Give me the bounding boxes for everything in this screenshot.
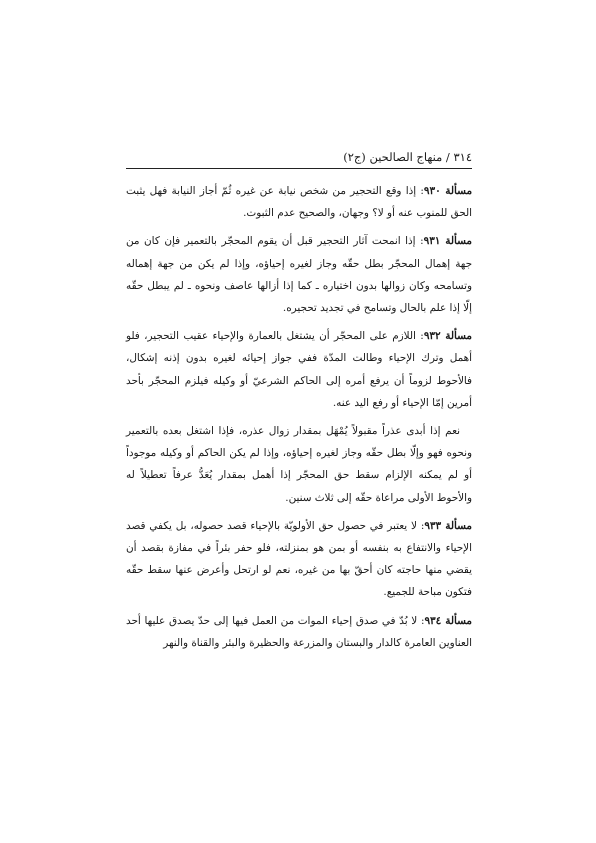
- paragraph-text: : إذا انمحت آثار التحجير قبل أن يقوم المحجّر بالتعمير فإن كان من جهة إهمال المحجّر بطل حقّه وجاز لغيره إحياؤه، وإذا لم يكن من جهة إهماله وتسامحه وكان زوالها بدون اختياره ـ كما إذا أزالها عاصف ونحوه ـ لم يبطل حقّه إلّا إذا علم بالحال وتسامح في تجديد تحجيره.: [126, 235, 472, 315]
- body-text: [126, 180, 472, 660]
- running-header: [126, 146, 472, 169]
- paragraph-932-continued: [126, 420, 472, 509]
- paragraph-932: [126, 325, 472, 414]
- masala-label: مسألة ٩٣٢: [423, 330, 472, 343]
- paragraph-text: نعم إذا أبدى عذراً مقبولاً يُمْهَل بمقدار زوال عذره، فإذا اشتغل بعده بالتعمير ونحوه فهو وإلّا بطل حقّه وجاز لغيره إحياؤه، وإذا لم يكن الحاكم أو وكيله موجوداً أو لم يمكنه الإلزام سقط حق المحجّر إذا أهمل بمقدار يُعَدُّ عرفاً تعطيلاً له والأحوط الأولى مراعاة حقّه إلى ثلاث سنين.: [126, 425, 472, 504]
- paragraph-text: : اللازم على المحجّر أن يشتغل بالعمارة والإحياء عقيب التحجير، فلو أهمل وترك الإحياء وطالت المدّة ففي جواز إحيائه لغيره بدون إذنه إشكال، فالأحوط لزوماً أن يرفع أمره إلى الحاكم الشرعيّ أو وكيله فيلزم المحجّر بأحد أمرين إمّا الإحياء أو رفع اليد عنه.: [126, 330, 472, 409]
- paragraph-text: : إذا وقع التحجير من شخص نيابة عن غيره ثُمّ أجاز النيابة فهل يثبت الحق للمنوب عنه أو لا؟ وجهان، والصحيح عدم الثبوت.: [126, 185, 472, 220]
- masala-label: مسألة ٩٣٣: [424, 519, 472, 532]
- paragraph-933: [126, 515, 472, 604]
- masala-label: مسألة ٩٣٤: [424, 614, 472, 627]
- paragraph-934: [126, 610, 472, 654]
- paragraph-text: : لا بُدّ في صدق إحياء الموات من العمل فيها إلى حدّ يصدق عليها أحد العناوين العامرة كالدار والبستان والمزرعة والحظيرة والبئر والقناة والنهر: [126, 614, 472, 649]
- header-text: ٣١٤ / منهاج الصالحين (ج٢): [343, 150, 472, 164]
- paragraph-931: [126, 230, 472, 319]
- paragraph-930: [126, 180, 472, 224]
- masala-label: مسألة ٩٣١: [423, 235, 473, 248]
- paragraph-text: : لا يعتبر في حصول حق الأولويّة بالإحياء قصد حصوله، بل يكفي قصد الإحياء والانتفاع به بنفسه أو بمن هو بمنزلته، فلو حفر بئراً في مفازة بقصد أن يقضي منها حاجته كان أحقّ بها من غيره، نعم لو ارتحل وأعرض عنها سقط حقّه فتكون مباحة للجميع.: [126, 519, 472, 599]
- masala-label: مسألة ٩٣٠: [423, 185, 473, 197]
